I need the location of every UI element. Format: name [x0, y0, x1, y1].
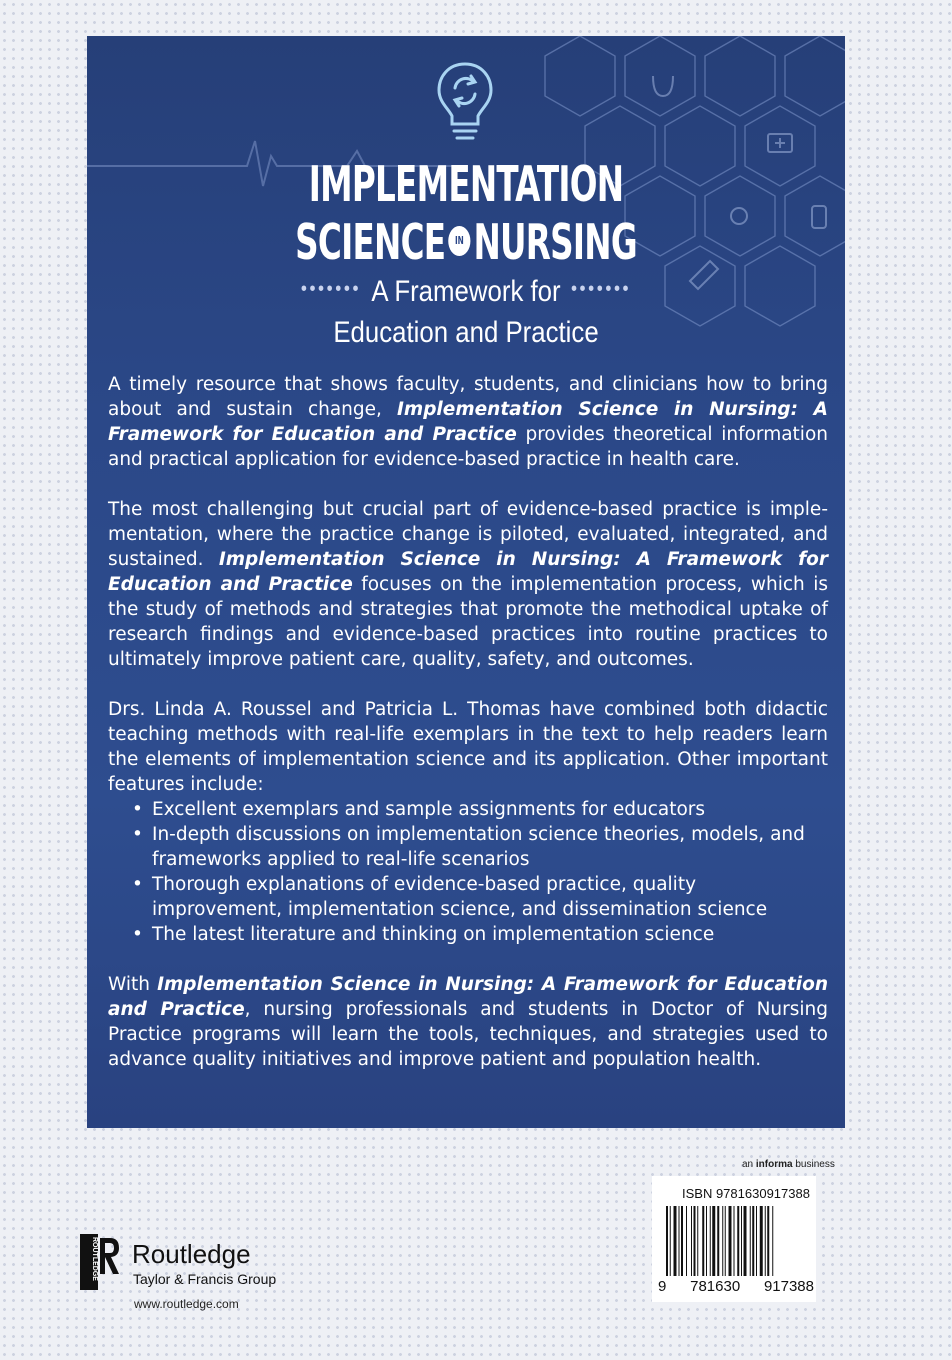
list-item: • Thorough explanations of evidence-based practice, quality improvement, implementation science, and dissemination science	[130, 872, 828, 922]
subtitle-line-1	[140, 275, 792, 309]
logo-vertical-text: ROUTLEDGE	[91, 1237, 98, 1281]
p4-text-before: With	[108, 974, 158, 995]
isbn-digit-group: 781630	[690, 1278, 741, 1295]
isbn-digit-group: 9	[658, 1278, 667, 1295]
publisher-group: Taylor & Francis Group	[133, 1271, 277, 1287]
subtitle-text-1: A Framework for	[371, 275, 561, 308]
title-word-science: SCIENCE	[295, 214, 446, 271]
list-item: • The latest literature and thinking on implementation science	[130, 922, 828, 947]
p2-book-title: Implementation Science in Nursing: A Framework for Education and Practice	[108, 549, 828, 595]
barcode-bar	[697, 1206, 698, 1276]
informa-suffix: business	[792, 1159, 835, 1170]
barcode-bar	[725, 1206, 726, 1276]
barcode-bar	[767, 1206, 769, 1276]
barcode-bar	[756, 1206, 757, 1276]
routledge-logo-icon	[80, 1234, 120, 1290]
title-in-badge: IN	[448, 226, 470, 256]
p2-text-before: The most challenging but crucial part of evidence-based practice is imple-mentation, where the practice change is piloted, evaluated, integrated, and sustained.	[108, 499, 828, 570]
p1-book-title: Implementation Science in Nursing: A Framework for Education and Practice	[108, 399, 828, 445]
barcode-bar	[712, 1206, 715, 1276]
subtitle-dots-right: •••••••	[570, 277, 632, 300]
publisher-url[interactable]: www.routledge.com	[134, 1297, 239, 1311]
title-word-nursing: NURSING	[473, 214, 637, 271]
description-paragraph-1	[108, 372, 828, 472]
subtitle-line-2: Education and Practice	[333, 316, 599, 349]
informa-brand: informa	[755, 1159, 793, 1170]
barcode-bar	[737, 1206, 739, 1276]
barcode	[666, 1206, 811, 1276]
barcode-bar	[681, 1206, 683, 1276]
p1-text-before: A timely resource that shows faculty, students, and clinicians how to bring about and sustain change,	[108, 374, 828, 420]
p4-text-after: , nursing professionals and students in Doctor of Nursing Practice programs will learn the tools, techniques, and strategies used to advance quality initiatives and improve patient and population health.	[108, 999, 828, 1070]
informa-tagline	[742, 1159, 835, 1170]
description-paragraph-4	[108, 972, 828, 1072]
title-line-2	[186, 214, 747, 271]
lightbulb-refresh-icon	[433, 58, 497, 146]
isbn-digit-group: 917388	[763, 1278, 814, 1295]
barcode-bar	[706, 1206, 707, 1276]
barcode-bar	[760, 1206, 763, 1276]
barcode-bar	[694, 1206, 696, 1276]
description-paragraph-3: Drs. Linda A. Roussel and Patricia L. Thomas have combined both didactic teaching methods with real-life exemplars in the text to help readers learn the elements of implementation science and its application. Other important features include:	[108, 699, 828, 795]
list-item: • In-depth discussions on implementation science theories, models, and frameworks applied to real-life scenarios	[130, 822, 828, 872]
barcode-bar	[674, 1206, 677, 1276]
barcode-bar	[741, 1206, 742, 1276]
barcode-bar	[679, 1206, 680, 1276]
isbn-digits	[658, 1278, 814, 1295]
barcode-bar	[750, 1206, 751, 1276]
isbn-barcode	[652, 1176, 816, 1302]
p2-text-after: focuses on the implementation process, which is the study of methods and strategies that promote the methodical uptake of research findings and evidence-based practices into routine practices to ultimately improve patient care, quality, safety, and outcomes.	[108, 574, 828, 670]
barcode-bar	[772, 1206, 773, 1276]
barcode-bar	[765, 1206, 766, 1276]
p4-book-title: Implementation Science in Nursing: A Framework for Education and Practice	[108, 974, 828, 1020]
barcode-bar	[691, 1206, 692, 1276]
barcode-bar	[702, 1206, 704, 1276]
barcode-bar	[729, 1206, 732, 1276]
isbn-label: ISBN 9781630917388	[682, 1186, 810, 1201]
barcode-bar	[710, 1206, 711, 1276]
title-line-1: IMPLEMENTATION	[308, 156, 624, 213]
barcode-bar	[717, 1206, 719, 1276]
list-item: • Excellent exemplars and sample assignments for educators	[130, 797, 828, 822]
publisher-name: Routledge	[132, 1239, 251, 1269]
barcode-bar	[744, 1206, 747, 1276]
p1-text-after: provides theoretical information and practical application for evidence-based practice in health care.	[108, 424, 828, 470]
feature-list	[130, 797, 828, 947]
barcode-bar	[752, 1206, 754, 1276]
subtitle-dots-left: •••••••	[300, 277, 362, 300]
informa-prefix: an	[742, 1159, 756, 1170]
description-paragraph-2	[108, 497, 828, 672]
description	[108, 372, 828, 1097]
barcode-bar	[734, 1206, 735, 1276]
cover-panel	[87, 36, 845, 1128]
barcode-bar	[670, 1206, 671, 1276]
barcode-bar	[666, 1206, 668, 1276]
barcode-bar	[722, 1206, 723, 1276]
barcode-bar	[686, 1206, 687, 1276]
